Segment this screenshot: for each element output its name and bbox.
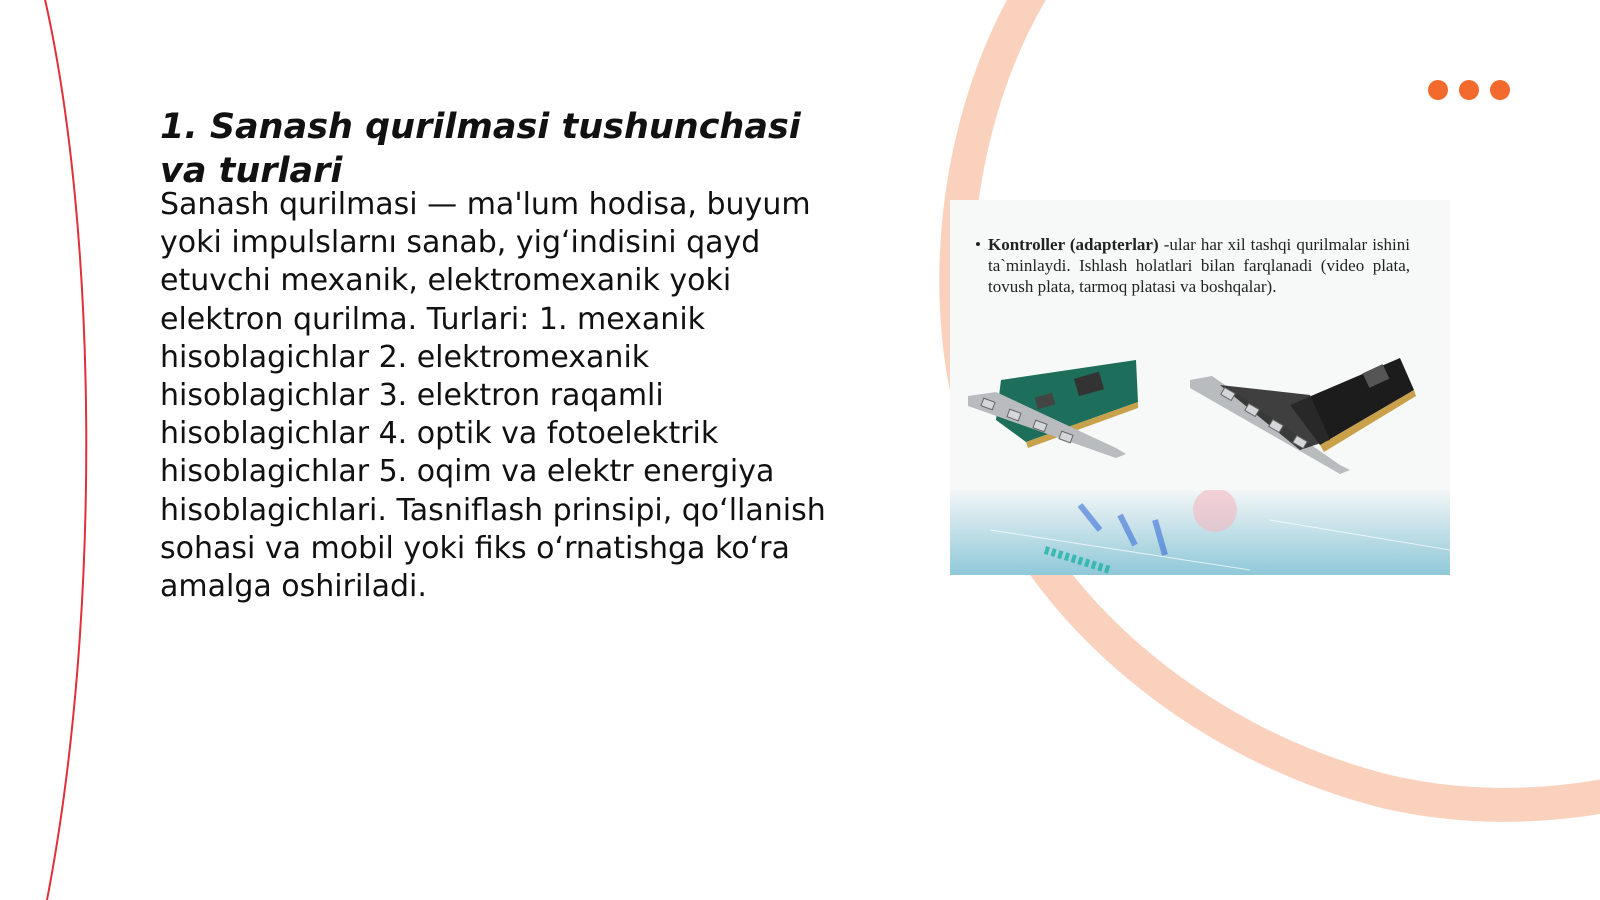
- menu-dots-decoration: [1428, 80, 1510, 100]
- bullet-term: Kontroller (adapterlar): [988, 235, 1159, 254]
- bullet-symbol: •: [975, 235, 981, 254]
- slide-body-text: Sanash qurilmasi — ma'lum hodisa, buyum yoki impulslarnı sanab, yig‘indisini qayd etuvchi mexanik, elektromexanik yoki elektron qurilma. Turlari: 1. mexanik hisoblagichlar 2. elektromexanik hisoblagichlar 3. elektron raqamli hisoblagichlar 4. optik va fotoelektrik hisoblagichlar 5. oqim va elektr energiya hisoblagichlari. Tasniflash prinsipi, qo‘llanish sohasi va mobil yoki fiks o‘rnatishga ko‘ra amalga oshiriladi.: [160, 187, 826, 605]
- image-bullet-text: [975, 234, 1410, 297]
- green-pci-usb-card-icon: [966, 350, 1156, 470]
- controller-adapters-image: [950, 200, 1450, 575]
- slide-title: 1. Sanash qurilmasi tushunchasi va turlari: [160, 107, 801, 191]
- bullet-description: -ular har xil tashqi qurilmalar ishini ta`minlaydi. Ishlash holatlari bilan farqlanadi (video plata, tovush plata, tarmoq platasi va boshqalar).: [988, 235, 1410, 296]
- dot-3: [1490, 80, 1510, 100]
- red-accent-line: [44, 0, 86, 900]
- black-pci-usb-card-icon: [1190, 350, 1430, 480]
- dot-2: [1459, 80, 1479, 100]
- dot-1: [1428, 80, 1448, 100]
- blue-bottom-band: [950, 490, 1450, 575]
